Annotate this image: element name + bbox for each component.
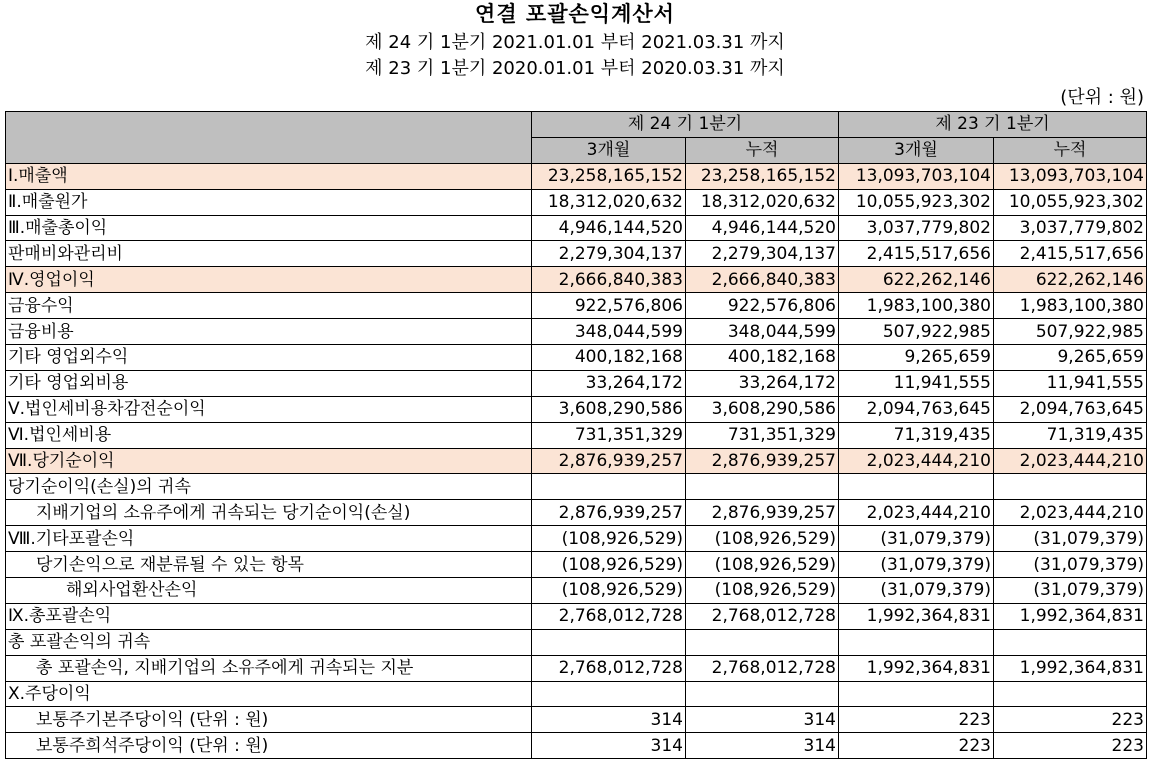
table-row [6,655,1147,681]
value-current-3months: 314 [532,707,686,733]
value-current-cumulative: 2,279,304,137 [686,241,839,267]
table-row [6,345,1147,371]
value-current-cumulative: 18,312,020,632 [686,189,839,215]
value-prior-3months: 1,992,364,831 [839,603,994,629]
table-row [6,578,1147,604]
value-prior-cumulative: (31,079,379) [994,526,1147,552]
value-prior-cumulative: 622,262,146 [994,267,1147,293]
row-label: 당기순이익(손실)의 귀속 [6,474,532,500]
value-current-3months: 348,044,599 [532,319,686,345]
value-current-3months: 922,576,806 [532,293,686,319]
value-current-3months: 2,876,939,257 [532,448,686,474]
value-current-3months: 33,264,172 [532,370,686,396]
value-prior-3months [839,629,994,655]
value-prior-cumulative: 9,265,659 [994,345,1147,371]
value-prior-3months: 10,055,923,302 [839,189,994,215]
value-current-cumulative [686,629,839,655]
value-prior-cumulative: 2,094,763,645 [994,396,1147,422]
value-prior-cumulative: 1,992,364,831 [994,655,1147,681]
value-current-3months: 3,608,290,586 [532,396,686,422]
value-prior-3months: 1,983,100,380 [839,293,994,319]
value-prior-3months: 1,992,364,831 [839,655,994,681]
value-prior-3months: 71,319,435 [839,422,994,448]
row-label: Ⅵ.법인세비용 [6,422,532,448]
table-row [6,422,1147,448]
value-current-cumulative: 922,576,806 [686,293,839,319]
header-period-current: 제 24 기 1분기 [532,112,839,138]
value-current-cumulative: 23,258,165,152 [686,163,839,189]
table-row [6,526,1147,552]
row-label: 보통주희석주당이익 (단위 : 원) [6,733,532,759]
row-label: Ⅸ.총포괄손익 [6,603,532,629]
value-current-3months: 2,666,840,383 [532,267,686,293]
row-label: 금융수익 [6,293,532,319]
table-row [6,629,1147,655]
value-prior-3months: 11,941,555 [839,370,994,396]
table-row [6,707,1147,733]
value-prior-3months [839,681,994,707]
row-label: 판매비와관리비 [6,241,532,267]
value-prior-cumulative [994,629,1147,655]
value-prior-cumulative: 507,922,985 [994,319,1147,345]
row-label: 보통주기본주당이익 (단위 : 원) [6,707,532,733]
value-current-cumulative: 2,768,012,728 [686,603,839,629]
period-prior: 제 23 기 1분기 2020.01.01 부터 2020.03.31 까지 [365,58,785,79]
period-current: 제 24 기 1분기 2021.01.01 부터 2021.03.31 까지 [365,32,785,53]
table-row [6,552,1147,578]
header-prior-3months: 3개월 [839,137,994,163]
row-label: 총 포괄손익의 귀속 [6,629,532,655]
table-row [6,396,1147,422]
table-row [6,603,1147,629]
value-prior-cumulative: 13,093,703,104 [994,163,1147,189]
header-row-periods [6,112,1147,138]
value-prior-3months [839,474,994,500]
table-row [6,293,1147,319]
table-row [6,215,1147,241]
row-label: Ⅶ.당기순이익 [6,448,532,474]
value-current-3months: 2,768,012,728 [532,655,686,681]
value-prior-3months: 13,093,703,104 [839,163,994,189]
value-current-3months: 23,258,165,152 [532,163,686,189]
row-label: Ⅲ.매출총이익 [6,215,532,241]
value-current-cumulative: 2,768,012,728 [686,655,839,681]
header-current-cumulative: 누적 [686,137,839,163]
value-current-3months: 731,351,329 [532,422,686,448]
table-row [6,163,1147,189]
value-prior-cumulative: 10,055,923,302 [994,189,1147,215]
row-label: Ⅳ.영업이익 [6,267,532,293]
value-prior-cumulative: 223 [994,707,1147,733]
value-prior-cumulative: 2,023,444,210 [994,500,1147,526]
value-prior-cumulative: 2,023,444,210 [994,448,1147,474]
value-prior-3months: 2,415,517,656 [839,241,994,267]
value-current-cumulative: 2,876,939,257 [686,500,839,526]
table-row [6,474,1147,500]
header-current-3months: 3개월 [532,137,686,163]
value-current-3months: 2,279,304,137 [532,241,686,267]
value-current-3months: 314 [532,733,686,759]
value-prior-cumulative: 1,983,100,380 [994,293,1147,319]
value-current-cumulative: 348,044,599 [686,319,839,345]
table-row [6,319,1147,345]
row-label: 기타 영업외비용 [6,370,532,396]
value-prior-cumulative [994,681,1147,707]
table-row [6,448,1147,474]
value-current-cumulative [686,474,839,500]
value-current-cumulative: (108,926,529) [686,552,839,578]
value-prior-cumulative: 11,941,555 [994,370,1147,396]
value-prior-cumulative [994,474,1147,500]
value-prior-3months: 2,023,444,210 [839,500,994,526]
value-current-3months: (108,926,529) [532,526,686,552]
value-prior-cumulative: 3,037,779,802 [994,215,1147,241]
value-current-cumulative: 4,946,144,520 [686,215,839,241]
value-current-cumulative: (108,926,529) [686,578,839,604]
value-current-cumulative: 400,182,168 [686,345,839,371]
row-label: 기타 영업외수익 [6,345,532,371]
value-current-3months: (108,926,529) [532,578,686,604]
unit-label: (단위 : 원) [1060,87,1144,108]
table-row [6,267,1147,293]
value-current-3months: 18,312,020,632 [532,189,686,215]
value-current-cumulative: 2,876,939,257 [686,448,839,474]
value-current-cumulative: 3,608,290,586 [686,396,839,422]
header-period-prior: 제 23 기 1분기 [839,112,1147,138]
value-prior-3months: 622,262,146 [839,267,994,293]
value-current-3months: 2,768,012,728 [532,603,686,629]
table-row [6,681,1147,707]
value-prior-3months: 223 [839,733,994,759]
header-prior-cumulative: 누적 [994,137,1147,163]
row-label: 금융비용 [6,319,532,345]
table-row [6,189,1147,215]
value-prior-3months: (31,079,379) [839,578,994,604]
value-current-3months: 4,946,144,520 [532,215,686,241]
value-prior-cumulative: 223 [994,733,1147,759]
row-label: Ⅹ.주당이익 [6,681,532,707]
row-label: 해외사업환산손익 [6,578,532,604]
value-prior-3months: 223 [839,707,994,733]
value-prior-3months: 3,037,779,802 [839,215,994,241]
value-current-cumulative: 33,264,172 [686,370,839,396]
row-label: Ⅰ.매출액 [6,163,532,189]
value-prior-cumulative: (31,079,379) [994,552,1147,578]
value-prior-cumulative: 71,319,435 [994,422,1147,448]
value-current-3months: 400,182,168 [532,345,686,371]
value-current-cumulative: 314 [686,707,839,733]
value-prior-3months: (31,079,379) [839,526,994,552]
value-prior-3months: 2,023,444,210 [839,448,994,474]
value-prior-3months: 9,265,659 [839,345,994,371]
table-row [6,241,1147,267]
statement-title: 연결 포괄손익계산서 [475,2,675,26]
value-prior-3months: 507,922,985 [839,319,994,345]
value-current-3months [532,681,686,707]
row-label: 당기손익으로 재분류될 수 있는 항목 [6,552,532,578]
row-label: 총 포괄손익, 지배기업의 소유주에게 귀속되는 지분 [6,655,532,681]
table-row [6,370,1147,396]
value-current-cumulative: 2,666,840,383 [686,267,839,293]
value-current-3months [532,629,686,655]
value-prior-3months: 2,094,763,645 [839,396,994,422]
value-current-cumulative: 314 [686,733,839,759]
value-current-cumulative [686,681,839,707]
header-label-cell [6,112,532,164]
value-prior-cumulative: 1,992,364,831 [994,603,1147,629]
value-current-cumulative: (108,926,529) [686,526,839,552]
income-statement-table [5,111,1147,759]
value-current-3months: 2,876,939,257 [532,500,686,526]
table-row [6,500,1147,526]
row-label: 지배기업의 소유주에게 귀속되는 당기순이익(손실) [6,500,532,526]
value-prior-3months: (31,079,379) [839,552,994,578]
value-current-3months [532,474,686,500]
row-label: Ⅷ.기타포괄손익 [6,526,532,552]
value-current-3months: (108,926,529) [532,552,686,578]
row-label: Ⅱ.매출원가 [6,189,532,215]
value-prior-cumulative: (31,079,379) [994,578,1147,604]
row-label: Ⅴ.법인세비용차감전순이익 [6,396,532,422]
value-current-cumulative: 731,351,329 [686,422,839,448]
value-prior-cumulative: 2,415,517,656 [994,241,1147,267]
table-row [6,733,1147,759]
